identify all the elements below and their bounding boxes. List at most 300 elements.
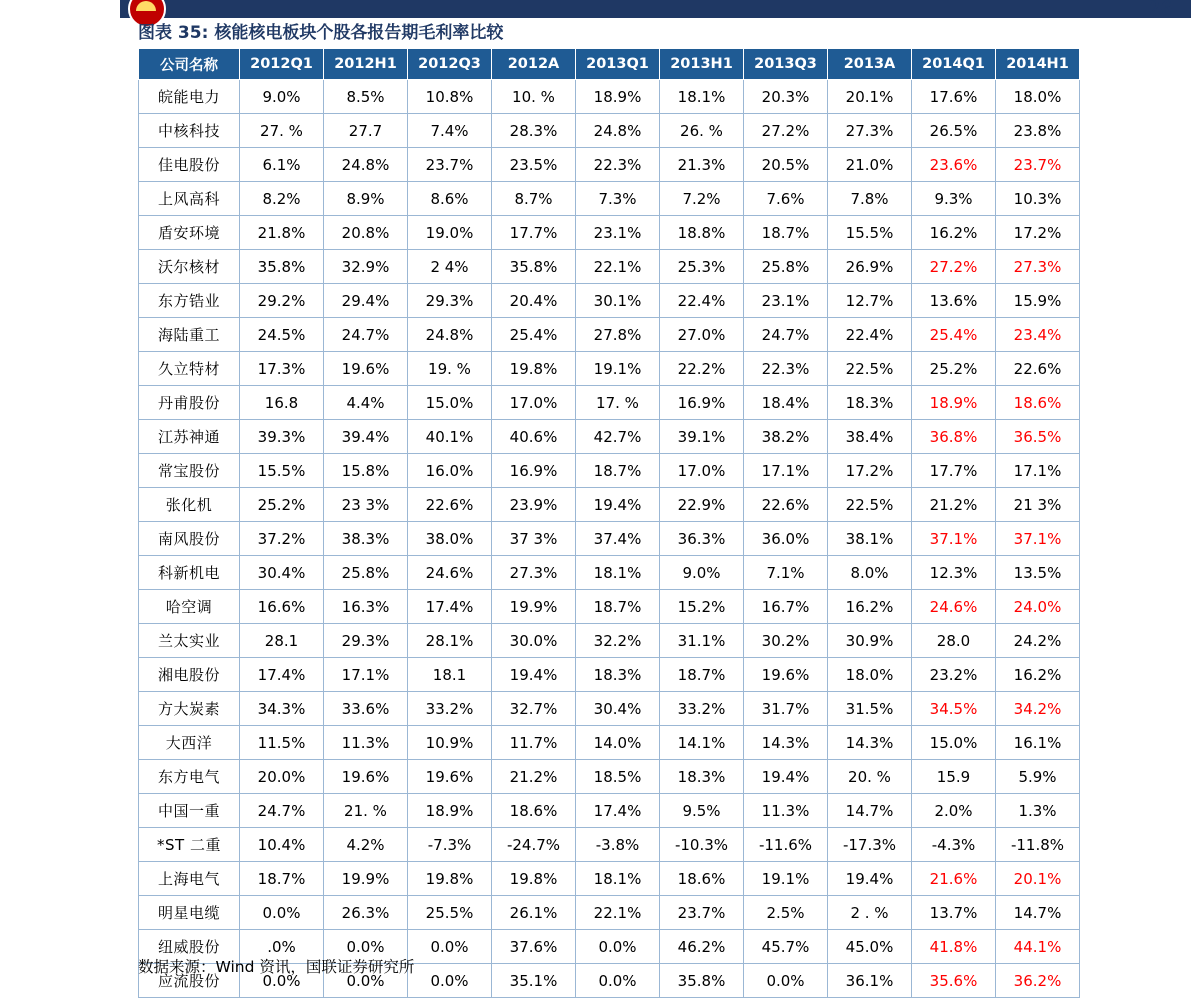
- value-cell: 18.6%: [492, 794, 576, 828]
- value-cell: 23.1%: [576, 216, 660, 250]
- value-cell: 12.7%: [828, 284, 912, 318]
- value-cell: 27.3%: [492, 556, 576, 590]
- value-cell: 30.4%: [576, 692, 660, 726]
- value-cell: 19.1%: [744, 862, 828, 896]
- value-cell: 16.2%: [828, 590, 912, 624]
- table-row: [139, 726, 1080, 760]
- value-cell: 30.4%: [240, 556, 324, 590]
- value-cell: 20.1%: [996, 862, 1080, 896]
- value-cell: 22.5%: [828, 352, 912, 386]
- table-row: [139, 114, 1080, 148]
- value-cell: 35.8%: [660, 964, 744, 998]
- value-cell: 21.6%: [912, 862, 996, 896]
- value-cell: 18.7%: [240, 862, 324, 896]
- value-cell: 4.2%: [324, 828, 408, 862]
- column-header: 公司名称: [139, 49, 240, 80]
- table-row: [139, 590, 1080, 624]
- value-cell: 22.9%: [660, 488, 744, 522]
- value-cell: 23.1%: [744, 284, 828, 318]
- value-cell: 8.0%: [828, 556, 912, 590]
- value-cell: 37.4%: [576, 522, 660, 556]
- value-cell: 9.5%: [660, 794, 744, 828]
- table-row: [139, 148, 1080, 182]
- company-name-cell: 哈空调: [139, 590, 240, 624]
- value-cell: 19.6%: [324, 352, 408, 386]
- value-cell: 24.7%: [324, 318, 408, 352]
- value-cell: 28.3%: [492, 114, 576, 148]
- company-name-cell: 东方电气: [139, 760, 240, 794]
- value-cell: 7.8%: [828, 182, 912, 216]
- value-cell: 16.3%: [324, 590, 408, 624]
- value-cell: 29.3%: [324, 624, 408, 658]
- value-cell: 17.0%: [492, 386, 576, 420]
- value-cell: 11.3%: [744, 794, 828, 828]
- table-row: [139, 896, 1080, 930]
- value-cell: 39.4%: [324, 420, 408, 454]
- value-cell: 17.1%: [324, 658, 408, 692]
- value-cell: 8.7%: [492, 182, 576, 216]
- value-cell: 10.4%: [240, 828, 324, 862]
- value-cell: 37.1%: [996, 522, 1080, 556]
- value-cell: 19.4%: [492, 658, 576, 692]
- value-cell: 17.2%: [996, 216, 1080, 250]
- value-cell: 7.1%: [744, 556, 828, 590]
- value-cell: 17.1%: [744, 454, 828, 488]
- company-name-cell: 中国一重: [139, 794, 240, 828]
- company-name-cell: 佳电股份: [139, 148, 240, 182]
- value-cell: 23.9%: [492, 488, 576, 522]
- value-cell: 22.5%: [828, 488, 912, 522]
- value-cell: -11.6%: [744, 828, 828, 862]
- value-cell: 18.1: [408, 658, 492, 692]
- value-cell: 30.9%: [828, 624, 912, 658]
- company-name-cell: 沃尔核材: [139, 250, 240, 284]
- value-cell: 16.1%: [996, 726, 1080, 760]
- company-name-cell: 久立特材: [139, 352, 240, 386]
- value-cell: 32.2%: [576, 624, 660, 658]
- value-cell: 18.1%: [660, 80, 744, 114]
- value-cell: 26.3%: [324, 896, 408, 930]
- company-name-cell: 盾安环境: [139, 216, 240, 250]
- table-row: [139, 80, 1080, 114]
- value-cell: 26. %: [660, 114, 744, 148]
- value-cell: 39.3%: [240, 420, 324, 454]
- value-cell: 26.1%: [492, 896, 576, 930]
- value-cell: 33.2%: [408, 692, 492, 726]
- value-cell: 17.3%: [240, 352, 324, 386]
- value-cell: -24.7%: [492, 828, 576, 862]
- value-cell: 19.8%: [492, 862, 576, 896]
- value-cell: 25.8%: [744, 250, 828, 284]
- value-cell: 23.7%: [660, 896, 744, 930]
- value-cell: 30.1%: [576, 284, 660, 318]
- value-cell: 0.0%: [408, 930, 492, 964]
- value-cell: -7.3%: [408, 828, 492, 862]
- value-cell: 2 . %: [828, 896, 912, 930]
- column-header: 2012H1: [324, 49, 408, 80]
- value-cell: 35.8%: [240, 250, 324, 284]
- value-cell: 23 3%: [324, 488, 408, 522]
- value-cell: 32.9%: [324, 250, 408, 284]
- value-cell: 35.1%: [492, 964, 576, 998]
- company-name-cell: 湘电股份: [139, 658, 240, 692]
- value-cell: 40.1%: [408, 420, 492, 454]
- value-cell: 21.3%: [660, 148, 744, 182]
- value-cell: 19.6%: [324, 760, 408, 794]
- company-name-cell: 上海电气: [139, 862, 240, 896]
- value-cell: 17. %: [576, 386, 660, 420]
- value-cell: 16.9%: [660, 386, 744, 420]
- value-cell: 25.8%: [324, 556, 408, 590]
- value-cell: 17.4%: [576, 794, 660, 828]
- value-cell: 19.4%: [576, 488, 660, 522]
- value-cell: 27.3%: [828, 114, 912, 148]
- company-name-cell: 东方锆业: [139, 284, 240, 318]
- value-cell: 24.2%: [996, 624, 1080, 658]
- value-cell: 1.3%: [996, 794, 1080, 828]
- value-cell: 34.2%: [996, 692, 1080, 726]
- gross-margin-table: [138, 48, 1080, 998]
- value-cell: 24.8%: [576, 114, 660, 148]
- value-cell: 14.0%: [576, 726, 660, 760]
- value-cell: 22.4%: [660, 284, 744, 318]
- value-cell: 17.6%: [912, 80, 996, 114]
- value-cell: 10.9%: [408, 726, 492, 760]
- company-name-cell: 科新机电: [139, 556, 240, 590]
- value-cell: 17.0%: [660, 454, 744, 488]
- company-name-cell: 张化机: [139, 488, 240, 522]
- value-cell: 7.3%: [576, 182, 660, 216]
- value-cell: 38.0%: [408, 522, 492, 556]
- value-cell: 22.1%: [576, 250, 660, 284]
- value-cell: 5.9%: [996, 760, 1080, 794]
- value-cell: 29.2%: [240, 284, 324, 318]
- value-cell: 22.2%: [660, 352, 744, 386]
- value-cell: 32.7%: [492, 692, 576, 726]
- company-name-cell: 海陆重工: [139, 318, 240, 352]
- value-cell: 14.3%: [744, 726, 828, 760]
- company-name-cell: 江苏神通: [139, 420, 240, 454]
- value-cell: 18.9%: [408, 794, 492, 828]
- value-cell: 25.2%: [912, 352, 996, 386]
- value-cell: 38.2%: [744, 420, 828, 454]
- value-cell: 0.0%: [240, 964, 324, 998]
- value-cell: 19.6%: [744, 658, 828, 692]
- value-cell: 9.0%: [660, 556, 744, 590]
- value-cell: 22.6%: [744, 488, 828, 522]
- value-cell: 25.2%: [240, 488, 324, 522]
- value-cell: 15.0%: [912, 726, 996, 760]
- value-cell: 16.2%: [912, 216, 996, 250]
- value-cell: -11.8%: [996, 828, 1080, 862]
- value-cell: 20.3%: [744, 80, 828, 114]
- value-cell: 22.4%: [828, 318, 912, 352]
- value-cell: 18.7%: [576, 590, 660, 624]
- value-cell: 0.0%: [744, 964, 828, 998]
- table-row: [139, 760, 1080, 794]
- value-cell: 15.0%: [408, 386, 492, 420]
- value-cell: 36.3%: [660, 522, 744, 556]
- value-cell: 18.4%: [744, 386, 828, 420]
- value-cell: 23.8%: [996, 114, 1080, 148]
- value-cell: 27. %: [240, 114, 324, 148]
- value-cell: -17.3%: [828, 828, 912, 862]
- value-cell: 18.1%: [576, 862, 660, 896]
- value-cell: 36.5%: [996, 420, 1080, 454]
- company-name-cell: 常宝股份: [139, 454, 240, 488]
- value-cell: 11.7%: [492, 726, 576, 760]
- company-name-cell: 明星电缆: [139, 896, 240, 930]
- value-cell: 21.2%: [492, 760, 576, 794]
- value-cell: 19. %: [408, 352, 492, 386]
- value-cell: 19.8%: [408, 862, 492, 896]
- value-cell: 19.8%: [492, 352, 576, 386]
- value-cell: 18.8%: [660, 216, 744, 250]
- value-cell: 19.0%: [408, 216, 492, 250]
- value-cell: 21. %: [324, 794, 408, 828]
- value-cell: 18.6%: [660, 862, 744, 896]
- value-cell: 18.9%: [576, 80, 660, 114]
- value-cell: 15.8%: [324, 454, 408, 488]
- table-row: [139, 488, 1080, 522]
- value-cell: 38.1%: [828, 522, 912, 556]
- table-row: [139, 284, 1080, 318]
- value-cell: 27.2%: [744, 114, 828, 148]
- value-cell: 21.8%: [240, 216, 324, 250]
- table-row: [139, 658, 1080, 692]
- value-cell: 18.7%: [744, 216, 828, 250]
- column-header: 2013Q1: [576, 49, 660, 80]
- value-cell: 0.0%: [576, 964, 660, 998]
- table-row: [139, 386, 1080, 420]
- company-name-cell: 丹甫股份: [139, 386, 240, 420]
- value-cell: 34.5%: [912, 692, 996, 726]
- value-cell: 30.0%: [492, 624, 576, 658]
- value-cell: 0.0%: [240, 896, 324, 930]
- value-cell: 17.1%: [996, 454, 1080, 488]
- value-cell: 26.9%: [828, 250, 912, 284]
- value-cell: 11.3%: [324, 726, 408, 760]
- company-name-cell: 应流股份: [139, 964, 240, 998]
- value-cell: 35.8%: [492, 250, 576, 284]
- table-row: [139, 420, 1080, 454]
- value-cell: 0.0%: [324, 930, 408, 964]
- value-cell: 19.6%: [408, 760, 492, 794]
- value-cell: 8.6%: [408, 182, 492, 216]
- table-row: [139, 692, 1080, 726]
- value-cell: 23.5%: [492, 148, 576, 182]
- column-header: 2013H1: [660, 49, 744, 80]
- value-cell: 7.4%: [408, 114, 492, 148]
- value-cell: 18.0%: [828, 658, 912, 692]
- value-cell: 13.6%: [912, 284, 996, 318]
- column-header: 2012A: [492, 49, 576, 80]
- value-cell: 2 4%: [408, 250, 492, 284]
- value-cell: 8.5%: [324, 80, 408, 114]
- value-cell: 17.7%: [912, 454, 996, 488]
- value-cell: 16.6%: [240, 590, 324, 624]
- value-cell: 20.0%: [240, 760, 324, 794]
- value-cell: 16.7%: [744, 590, 828, 624]
- value-cell: 37 3%: [492, 522, 576, 556]
- value-cell: 29.3%: [408, 284, 492, 318]
- value-cell: 16.2%: [996, 658, 1080, 692]
- value-cell: 19.4%: [828, 862, 912, 896]
- value-cell: 0.0%: [408, 964, 492, 998]
- table-header-row: [139, 49, 1080, 80]
- value-cell: 7.2%: [660, 182, 744, 216]
- value-cell: 27.7: [324, 114, 408, 148]
- value-cell: 37.6%: [492, 930, 576, 964]
- value-cell: 19.1%: [576, 352, 660, 386]
- value-cell: 14.1%: [660, 726, 744, 760]
- value-cell: 36.8%: [912, 420, 996, 454]
- value-cell: 17.4%: [240, 658, 324, 692]
- value-cell: 4.4%: [324, 386, 408, 420]
- value-cell: 28.0: [912, 624, 996, 658]
- value-cell: 24.7%: [240, 794, 324, 828]
- value-cell: 38.3%: [324, 522, 408, 556]
- value-cell: 15.5%: [240, 454, 324, 488]
- value-cell: 37.1%: [912, 522, 996, 556]
- value-cell: 17.2%: [828, 454, 912, 488]
- value-cell: 31.5%: [828, 692, 912, 726]
- column-header: 2013Q3: [744, 49, 828, 80]
- value-cell: 23.2%: [912, 658, 996, 692]
- value-cell: 10. %: [492, 80, 576, 114]
- value-cell: 18.7%: [660, 658, 744, 692]
- value-cell: -10.3%: [660, 828, 744, 862]
- value-cell: 23.7%: [408, 148, 492, 182]
- value-cell: 19.9%: [492, 590, 576, 624]
- column-header: 2014Q1: [912, 49, 996, 80]
- page-number: 26: [1149, 0, 1173, 20]
- table-row: [139, 352, 1080, 386]
- value-cell: 8.9%: [324, 182, 408, 216]
- page-header-band: [0, 0, 1191, 18]
- table-row: [139, 522, 1080, 556]
- company-name-cell: 纽威股份: [139, 930, 240, 964]
- value-cell: 11.5%: [240, 726, 324, 760]
- value-cell: 0.0%: [324, 964, 408, 998]
- value-cell: 28.1: [240, 624, 324, 658]
- value-cell: 14.7%: [828, 794, 912, 828]
- value-cell: 25.4%: [912, 318, 996, 352]
- table-body: [139, 80, 1080, 998]
- value-cell: 45.0%: [828, 930, 912, 964]
- company-name-cell: 上风高科: [139, 182, 240, 216]
- value-cell: 18.3%: [828, 386, 912, 420]
- value-cell: 16.9%: [492, 454, 576, 488]
- table-row: [139, 318, 1080, 352]
- value-cell: 24.0%: [996, 590, 1080, 624]
- value-cell: 33.2%: [660, 692, 744, 726]
- table-row: [139, 828, 1080, 862]
- value-cell: 31.1%: [660, 624, 744, 658]
- value-cell: 14.3%: [828, 726, 912, 760]
- value-cell: 19.9%: [324, 862, 408, 896]
- value-cell: 22.6%: [996, 352, 1080, 386]
- column-header: 2013A: [828, 49, 912, 80]
- value-cell: 13.5%: [996, 556, 1080, 590]
- value-cell: 19.4%: [744, 760, 828, 794]
- value-cell: 24.8%: [408, 318, 492, 352]
- value-cell: 24.8%: [324, 148, 408, 182]
- value-cell: 12.3%: [912, 556, 996, 590]
- value-cell: 9.3%: [912, 182, 996, 216]
- value-cell: 22.3%: [576, 148, 660, 182]
- value-cell: 18.7%: [576, 454, 660, 488]
- value-cell: 44.1%: [996, 930, 1080, 964]
- value-cell: 36.0%: [744, 522, 828, 556]
- value-cell: 25.4%: [492, 318, 576, 352]
- value-cell: 45.7%: [744, 930, 828, 964]
- value-cell: 26.5%: [912, 114, 996, 148]
- value-cell: 14.7%: [996, 896, 1080, 930]
- value-cell: 20. %: [828, 760, 912, 794]
- gross-margin-table-wrapper: [138, 48, 1080, 998]
- value-cell: 13.7%: [912, 896, 996, 930]
- value-cell: 15.9%: [996, 284, 1080, 318]
- value-cell: 15.9: [912, 760, 996, 794]
- value-cell: 22.3%: [744, 352, 828, 386]
- value-cell: 16.8: [240, 386, 324, 420]
- value-cell: 24.5%: [240, 318, 324, 352]
- value-cell: 40.6%: [492, 420, 576, 454]
- value-cell: 18.3%: [660, 760, 744, 794]
- value-cell: 36.2%: [996, 964, 1080, 998]
- value-cell: 29.4%: [324, 284, 408, 318]
- value-cell: 37.2%: [240, 522, 324, 556]
- column-header: 2012Q1: [240, 49, 324, 80]
- value-cell: 0.0%: [576, 930, 660, 964]
- table-row: [139, 250, 1080, 284]
- value-cell: 33.6%: [324, 692, 408, 726]
- company-name-cell: 大西洋: [139, 726, 240, 760]
- value-cell: 2.5%: [744, 896, 828, 930]
- value-cell: 20.8%: [324, 216, 408, 250]
- column-header: 2014H1: [996, 49, 1080, 80]
- value-cell: 34.3%: [240, 692, 324, 726]
- value-cell: 27.3%: [996, 250, 1080, 284]
- header-band-notch: [0, 0, 120, 18]
- value-cell: 23.7%: [996, 148, 1080, 182]
- table-row: [139, 556, 1080, 590]
- value-cell: 16.0%: [408, 454, 492, 488]
- value-cell: 39.1%: [660, 420, 744, 454]
- value-cell: 25.5%: [408, 896, 492, 930]
- value-cell: 27.2%: [912, 250, 996, 284]
- value-cell: 24.6%: [912, 590, 996, 624]
- value-cell: 17.7%: [492, 216, 576, 250]
- value-cell: 46.2%: [660, 930, 744, 964]
- value-cell: 9.0%: [240, 80, 324, 114]
- value-cell: 24.6%: [408, 556, 492, 590]
- value-cell: 22.6%: [408, 488, 492, 522]
- value-cell: 21.0%: [828, 148, 912, 182]
- value-cell: 18.3%: [576, 658, 660, 692]
- value-cell: 30.2%: [744, 624, 828, 658]
- value-cell: 23.6%: [912, 148, 996, 182]
- value-cell: 8.2%: [240, 182, 324, 216]
- value-cell: 17.4%: [408, 590, 492, 624]
- figure-label: 图表 35:: [138, 23, 209, 43]
- value-cell: 24.7%: [744, 318, 828, 352]
- value-cell: 15.5%: [828, 216, 912, 250]
- table-row: [139, 454, 1080, 488]
- company-name-cell: 中核科技: [139, 114, 240, 148]
- value-cell: 27.0%: [660, 318, 744, 352]
